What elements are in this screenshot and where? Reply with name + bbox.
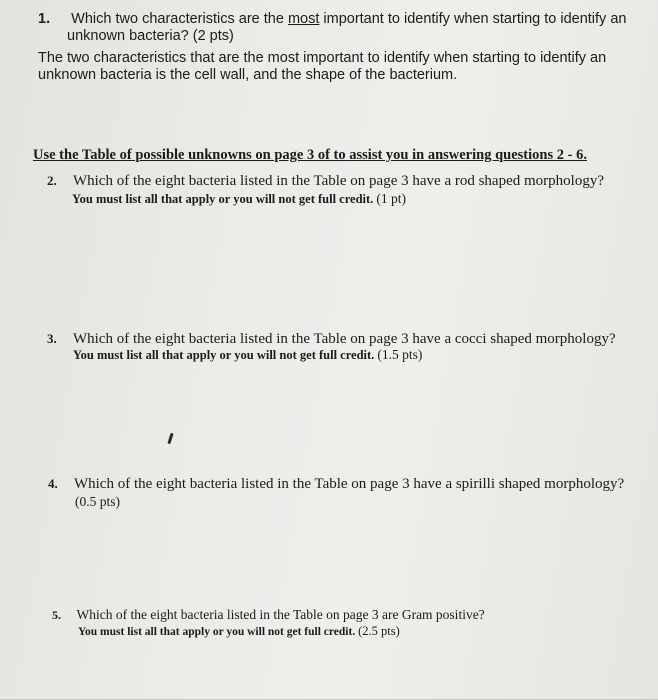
instruction-heading: Use the Table of possible unknowns on page 3 of to assist you in answering questions 2 - 6. [33, 147, 587, 163]
question-2-points: (1 pt) [376, 191, 407, 206]
question-3-number: 3. [47, 331, 57, 346]
question-3-note-text: You must list all that apply or you will not get full credit. [73, 348, 375, 362]
question-5-note-text: You must list all that apply or you will not get full credit. [78, 626, 356, 638]
question-1-line-1 [38, 11, 626, 28]
question-2-number: 2. [47, 173, 57, 188]
question-4-text: Which of the eight bacteria listed in the Table on page 3 have a spirilli shaped morphology? [73, 476, 625, 492]
question-3-points: (1.5 pts) [377, 347, 423, 362]
question-4-number: 4. [48, 476, 58, 491]
question-2-text: Which of the eight bacteria listed in the Table on page 3 have a rod shaped morphology? [72, 173, 604, 189]
answer-1-line-1: The two characteristics that are the most important to identify when starting to identify an [38, 50, 607, 66]
pen-mark [167, 433, 173, 444]
question-3 [47, 330, 616, 348]
question-2-note [72, 191, 406, 207]
question-5-points: (2.5 pts) [358, 624, 400, 638]
question-4-points: (0.5 pts) [75, 494, 120, 509]
question-5-note [78, 624, 400, 639]
answer-1-line-2: unknown bacteria is the cell wall, and the shape of the bacterium. [38, 67, 458, 83]
question-1-number: 1. [38, 11, 51, 27]
question-1-text-rest: important to identify when starting to identify an [323, 11, 627, 27]
question-3-note [73, 347, 422, 363]
question-2-note-text: You must list all that apply or you will not get full credit. [72, 192, 374, 206]
question-1-text-start: Which two characteristics are the [71, 11, 284, 27]
question-4 [48, 475, 624, 493]
question-3-text: Which of the eight bacteria listed in the Table on page 3 have a cocci shaped morphology? [72, 331, 616, 347]
question-2 [47, 172, 604, 190]
question-5-text: Which of the eight bacteria listed in the Table on page 3 are Gram positive? [76, 607, 485, 622]
question-5-number: 5. [52, 608, 61, 622]
question-1-emphasis: most [287, 11, 320, 27]
question-5 [52, 607, 485, 623]
question-1-line-2: unknown bacteria? (2 pts) [67, 28, 234, 44]
